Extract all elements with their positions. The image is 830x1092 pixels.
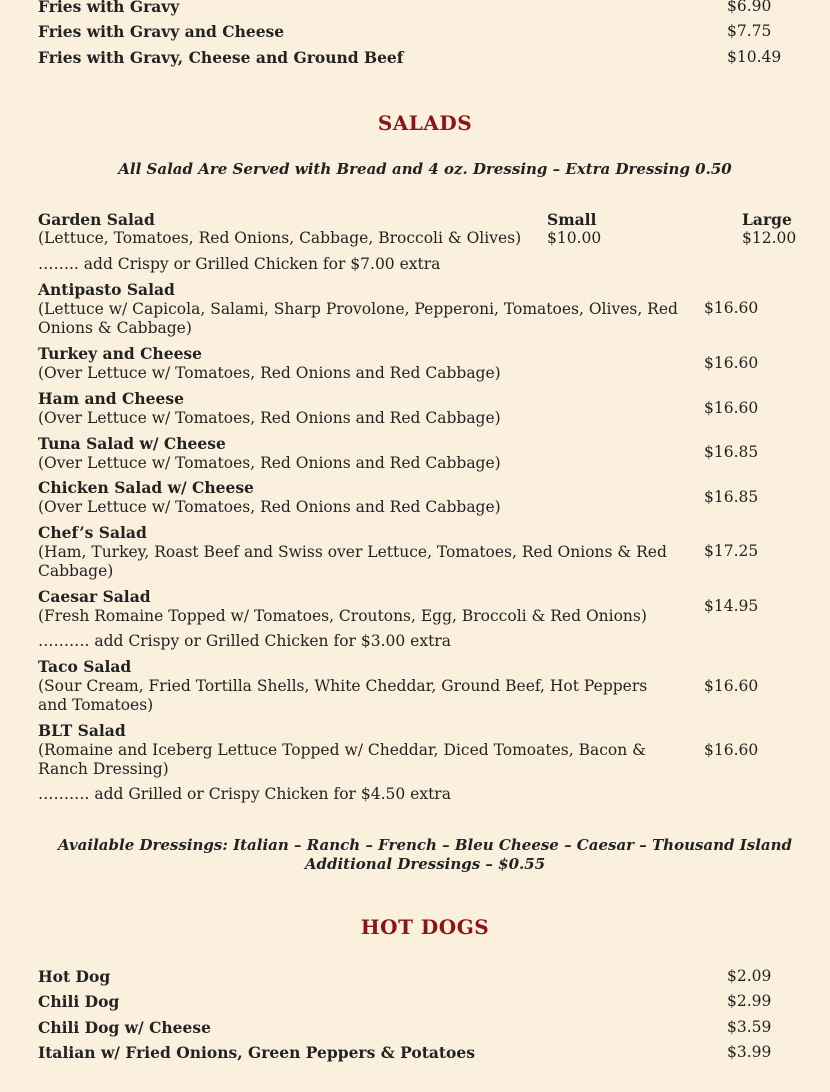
menu-item-name: Fries with Gravy (38, 0, 180, 16)
menu-item (38, 434, 678, 473)
menu-item-description: (Over Lettuce w/ Tomatoes, Red Onions and Red Cabbage) (38, 363, 501, 382)
menu-item-price: $16.60 (704, 677, 759, 695)
menu-item-name: Taco Salad (38, 657, 132, 676)
menu-item-name: Italian w/ Fried Onions, Green Peppers & Potatoes (38, 1043, 475, 1062)
menu-item-name: Hot Dog (38, 967, 111, 986)
menu-item-price: $14.95 (704, 597, 759, 615)
menu-item-description: (Lettuce w/ Capicola, Salami, Sharp Provolone, Pepperoni, Tomatoes, Olives, Red Onions & Cabbage) (38, 299, 678, 337)
size-label-large: Large (742, 210, 792, 229)
menu-item-name: Caesar Salad (38, 587, 151, 606)
dressings-extra-note: Additional Dressings – $0.55 (304, 855, 546, 873)
menu-item-name: Chicken Salad w/ Cheese (38, 478, 254, 497)
menu-item-price: $3.99 (727, 1043, 772, 1061)
menu-item-price: $16.85 (704, 488, 759, 506)
menu-item-name: Ham and Cheese (38, 389, 184, 408)
menu-item-description: (Sour Cream, Fried Tortilla Shells, White Cheddar, Ground Beef, Hot Peppers and Tomatoes) (38, 676, 648, 714)
salads-note: All Salad Are Served with Bread and 4 oz. Dressing – Extra Dressing 0.50 (118, 160, 732, 178)
section-heading: HOT DOGS (360, 915, 490, 939)
menu-item-description: (Over Lettuce w/ Tomatoes, Red Onions and Red Cabbage) (38, 453, 501, 472)
menu-item (38, 721, 678, 780)
menu-item-name: Chef’s Salad (38, 523, 147, 542)
menu-item-price: $2.09 (727, 967, 772, 985)
menu-item (38, 280, 678, 339)
menu-item-price: $16.60 (704, 354, 759, 372)
menu-item-name: Fries with Gravy and Cheese (38, 22, 285, 41)
menu-item-name: Tuna Salad w/ Cheese (38, 434, 226, 453)
menu-item (38, 478, 678, 517)
menu-item-description: (Ham, Turkey, Roast Beef and Swiss over Lettuce, Tomatoes, Red Onions & Red Cabbage) (38, 542, 667, 580)
menu-item-price: $7.75 (727, 22, 772, 40)
menu-item-description: (Over Lettuce w/ Tomatoes, Red Onions and Red Cabbage) (38, 408, 501, 427)
menu-item (38, 389, 678, 428)
menu-item-price: $10.49 (727, 48, 782, 66)
menu-item-description: (Fresh Romaine Topped w/ Tomatoes, Croutons, Egg, Broccoli & Red Onions) (38, 606, 647, 625)
menu-item-name: Antipasto Salad (38, 280, 175, 299)
menu-item-description: (Over Lettuce w/ Tomatoes, Red Onions and Red Cabbage) (38, 497, 501, 516)
menu-item-price: $16.60 (704, 399, 759, 417)
menu-item-name: Fries with Gravy, Cheese and Ground Beef (38, 48, 404, 67)
menu-item (38, 344, 678, 383)
menu-item-description: (Lettuce, Tomatoes, Red Onions, Cabbage, Broccoli & Olives) (38, 229, 522, 247)
price-large: $12.00 (742, 229, 797, 247)
addon-note: ………. add Crispy or Grilled Chicken for $3.00 extra (38, 632, 451, 650)
menu-item-name: Garden Salad (38, 210, 155, 229)
price-small: $10.00 (547, 229, 602, 247)
dressings-note: Available Dressings: Italian – Ranch – French – Bleu Cheese – Caesar – Thousand Island (57, 836, 793, 854)
section-heading: SALADS (377, 111, 473, 135)
menu-item-name: Chili Dog w/ Cheese (38, 1018, 211, 1037)
menu-item (38, 587, 678, 626)
menu-item-price: $16.60 (704, 299, 759, 317)
menu-item-price: $3.59 (727, 1018, 772, 1036)
addon-note: ………. add Grilled or Crispy Chicken for $4.50 extra (38, 785, 451, 803)
menu-item-price: $2.99 (727, 992, 772, 1010)
menu-item-description: (Romaine and Iceberg Lettuce Topped w/ Cheddar, Diced Tomoates, Bacon & Ranch Dressing) (38, 740, 646, 778)
addon-note: …….. add Crispy or Grilled Chicken for $7.00 extra (38, 255, 441, 273)
menu-item-price: $17.25 (704, 542, 759, 560)
menu-item-name: BLT Salad (38, 721, 126, 740)
menu-item-price: $16.85 (704, 443, 759, 461)
menu-item-price: $6.90 (727, 0, 772, 15)
menu-item-name: Chili Dog (38, 992, 120, 1011)
menu-item (38, 523, 678, 582)
menu-item (38, 657, 678, 716)
menu-item-price: $16.60 (704, 741, 759, 759)
size-label-small: Small (547, 210, 597, 229)
menu-item-name: Turkey and Cheese (38, 344, 203, 363)
